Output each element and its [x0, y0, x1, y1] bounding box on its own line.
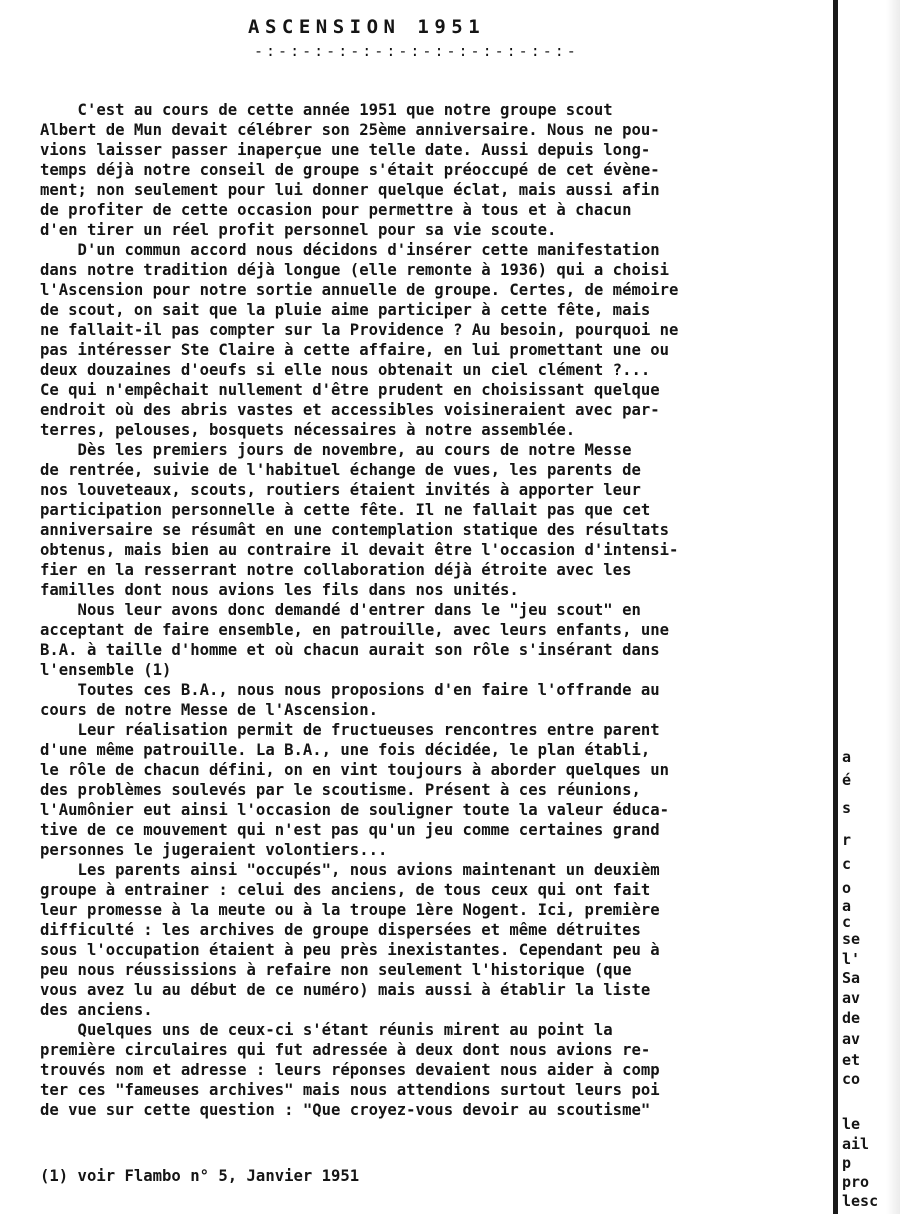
margin-fragment: p: [842, 1154, 852, 1172]
margin-fragment: av: [842, 1030, 861, 1048]
text-line: dans notre tradition déjà longue (elle remonte à 1936) qui a choisi: [40, 261, 670, 279]
text-line: Dès les premiers jours de novembre, au cours de notre Messe: [40, 441, 632, 459]
page-shadow: [886, 0, 900, 1214]
text-line: de profiter de cette occasion pour permettre à tous et à chacun: [40, 201, 632, 219]
text-line: d'une même patrouille. La B.A., une fois décidée, le plan établi,: [40, 741, 651, 759]
margin-fragment: o: [842, 879, 852, 897]
text-line: leur promesse à la meute ou à la troupe 1ère Nogent. Ici, première: [40, 901, 660, 919]
text-line: sous l'occupation étaient à peu près inexistantes. Cependant peu à: [40, 941, 660, 959]
text-line: tive de ce mouvement qui n'est pas qu'un jeu comme certaines grand: [40, 821, 660, 839]
text-line: groupe à entrainer : celui des anciens, de tous ceux qui ont fait: [40, 881, 651, 899]
text-line: difficulté : les archives de groupe dispersées et même détruites: [40, 921, 641, 939]
text-line: temps déjà notre conseil de groupe s'était préoccupé de cet évène-: [40, 161, 660, 179]
margin-fragment: c: [842, 913, 852, 931]
margin-fragment: é: [842, 771, 852, 789]
text-line: D'un commun accord nous décidons d'insérer cette manifestation: [40, 241, 660, 259]
margin-fragment: l': [842, 950, 861, 968]
text-line: vous avez lu au début de ce numéro) mais aussi à établir la liste: [40, 981, 651, 999]
text-line: cours de notre Messe de l'Ascension.: [40, 701, 378, 719]
text-line: Albert de Mun devait célébrer son 25ème anniversaire. Nous ne pou-: [40, 121, 660, 139]
text-line: Nous leur avons donc demandé d'entrer dans le "jeu scout" en: [40, 601, 641, 619]
margin-fragment: r: [842, 831, 852, 849]
body-text: [40, 100, 855, 1120]
margin-fragment: le: [842, 1115, 861, 1133]
margin-fragment: c: [842, 855, 852, 873]
margin-fragment: se: [842, 930, 861, 948]
text-line: pas intéresser Ste Claire à cette affaire, en lui promettant une ou: [40, 341, 670, 359]
text-line: l'Aumônier eut ainsi l'occasion de souligner toute la valeur éduca-: [40, 801, 670, 819]
text-line: Les parents ainsi "occupés", nous avions maintenant un deuxièm: [40, 861, 660, 879]
margin-fragment: s: [842, 799, 852, 817]
document-title: ASCENSION 1951: [248, 16, 486, 38]
text-line: des anciens.: [40, 1001, 153, 1019]
margin-fragment: ail: [842, 1135, 870, 1153]
text-line: vions laisser passer inaperçue une telle date. Aussi depuis long-: [40, 141, 651, 159]
text-line: l'ensemble (1): [40, 661, 172, 679]
footnote: (1) voir Flambo n° 5, Janvier 1951: [40, 1167, 360, 1185]
margin-fragment: Sa: [842, 969, 861, 987]
text-line: première circulaires qui fut adressée à deux dont nous avions re-: [40, 1041, 651, 1059]
text-line: acceptant de faire ensemble, en patrouille, avec leurs enfants, une: [40, 621, 670, 639]
text-line: l'Ascension pour notre sortie annuelle de groupe. Certes, de mémoire: [40, 281, 679, 299]
margin-fragment: av: [842, 989, 861, 1007]
text-line: des problèmes soulevés par le scoutisme. Présent à ces réunions,: [40, 781, 641, 799]
text-line: de scout, on sait que la pluie aime participer à cette fête, mais: [40, 301, 651, 319]
margin-fragment: a: [842, 748, 852, 766]
text-line: de vue sur cette question : "Que croyez-vous devoir au scoutisme": [40, 1101, 651, 1119]
text-line: Quelques uns de ceux-ci s'étant réunis mirent au point la: [40, 1021, 613, 1039]
text-line: ment; non seulement pour lui donner quelque éclat, mais aussi afin: [40, 181, 660, 199]
margin-fragment: lesc: [842, 1192, 879, 1210]
text-line: nos louveteaux, scouts, routiers étaient invités à apporter leur: [40, 481, 641, 499]
text-line: Toutes ces B.A., nous nous proposions d'en faire l'offrande au: [40, 681, 660, 699]
margin-fragment: co: [842, 1070, 861, 1088]
text-line: fier en la resserrant notre collaboration déjà étroite avec les: [40, 561, 632, 579]
text-line: Ce qui n'empêchait nullement d'être prudent en choisissant quelque: [40, 381, 660, 399]
text-line: deux douzaines d'oeufs si elle nous obtenait un ciel clément ?...: [40, 361, 651, 379]
text-line: C'est au cours de cette année 1951 que notre groupe scout: [40, 101, 613, 119]
margin-fragment: pro: [842, 1173, 870, 1191]
text-line: obtenus, mais bien au contraire il devait être l'occasion d'intensi-: [40, 541, 679, 559]
text-line: B.A. à taille d'homme et où chacun aurait son rôle s'insérant dans: [40, 641, 660, 659]
text-line: le rôle de chacun défini, on en vint toujours à aborder quelques un: [40, 761, 670, 779]
text-line: ne fallait-il pas compter sur la Providence ? Au besoin, pourquoi ne: [40, 321, 679, 339]
text-line: Leur réalisation permit de fructueuses rencontres entre parent: [40, 721, 660, 739]
text-line: trouvés nom et adresse : leurs réponses devaient nous aider à comp: [40, 1061, 660, 1079]
title-underline: -:-:-:-:-:-:-:-:-:-:-:-:-:-: [254, 42, 579, 60]
text-line: personnes le jugeraient volontiers...: [40, 841, 388, 859]
text-line: ter ces "fameuses archives" mais nous attendions surtout leurs poi: [40, 1081, 660, 1099]
text-line: terres, pelouses, bosquets nécessaires à notre assemblée.: [40, 421, 576, 439]
text-line: de rentrée, suivie de l'habituel échange de vues, les parents de: [40, 461, 641, 479]
text-line: d'en tirer un réel profit personnel pour sa vie scoute.: [40, 221, 557, 239]
text-line: familles dont nous avions les fils dans nos unités.: [40, 581, 519, 599]
page-edge-line: [833, 0, 838, 1214]
text-line: peu nous réussissions à refaire non seulement l'historique (que: [40, 961, 632, 979]
text-line: anniversaire se résumât en une contemplation statique des résultats: [40, 521, 670, 539]
margin-fragment: a: [842, 897, 852, 915]
margin-fragment: de: [842, 1009, 861, 1027]
text-line: endroit où des abris vastes et accessibles voisineraient avec par-: [40, 401, 660, 419]
margin-fragment: et: [842, 1051, 861, 1069]
text-line: participation personnelle à cette fête. Il ne fallait pas que cet: [40, 501, 651, 519]
